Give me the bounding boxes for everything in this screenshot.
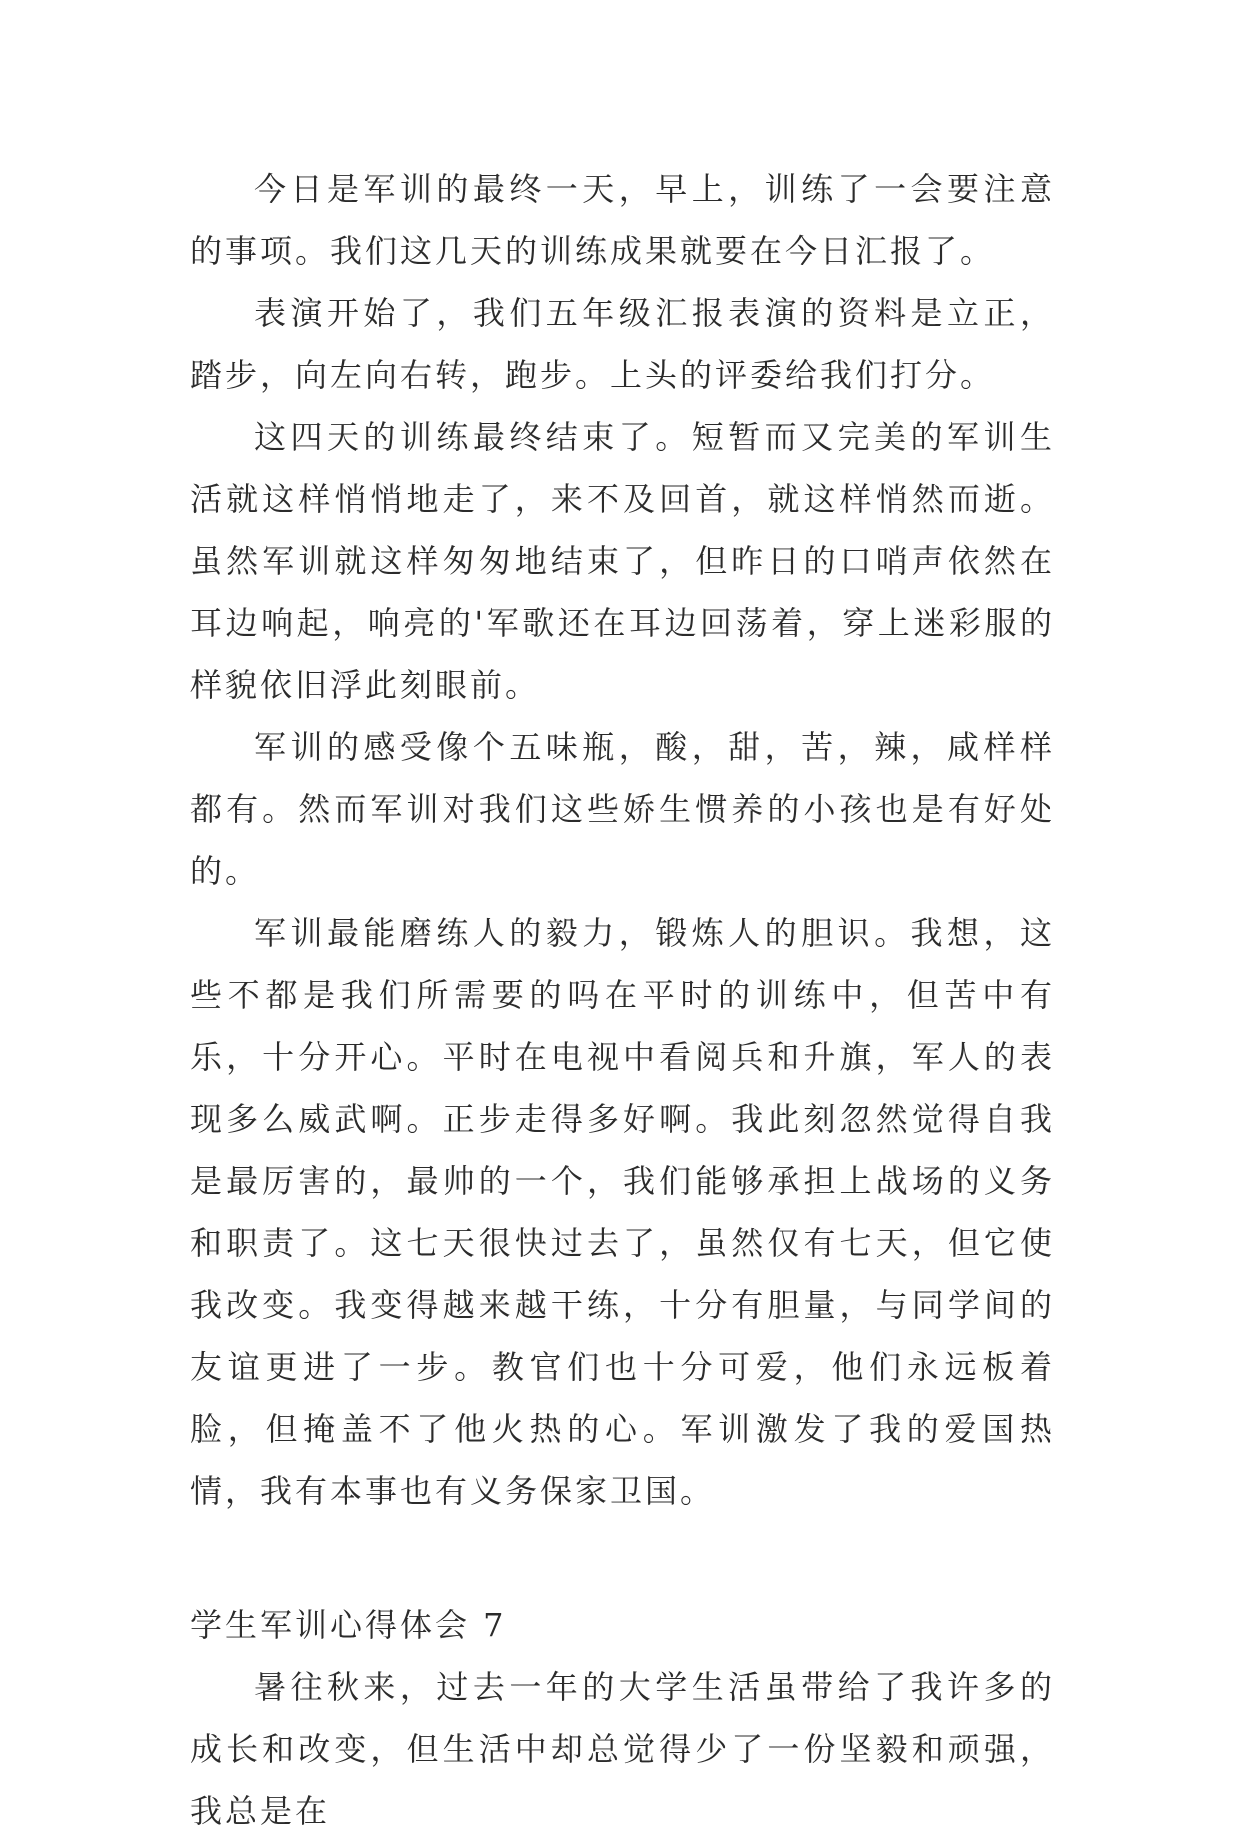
paragraph-6: 暑往秋来，过去一年的大学生活虽带给了我许多的成长和改变，但生活中却总觉得少了一份坚毅和顽强，我总是在 [190, 1668, 1055, 1830]
section-heading: 学生军训心得体会 7 [190, 1606, 507, 1644]
paragraph-3: 这四天的训练最终结束了。短暂而又完美的军训生活就这样悄悄地走了，来不及回首，就这样悄然而逝。虽然军训就这样匆匆地结束了，但昨日的口哨声依然在耳边响起，响亮的'军歌还在耳边回荡着，穿上迷彩服的样貌依旧浮此刻眼前。 [190, 418, 1055, 704]
paragraph-4: 军训的感受像个五味瓶，酸，甜，苦，辣，咸样样都有。然而军训对我们这些娇生惯养的小孩也是有好处的。 [190, 728, 1055, 890]
document-page [190, 158, 1055, 1842]
paragraph-5: 军训最能磨练人的毅力，锻炼人的胆识。我想，这些不都是我们所需要的吗在平时的训练中，但苦中有乐，十分开心。平时在电视中看阅兵和升旗，军人的表现多么威武啊。正步走得多好啊。我此刻忽然觉得自我是最厉害的，最帅的一个，我们能够承担上战场的义务和职责了。这七天很快过去了，虽然仅有七天，但它使我改变。我变得越来越干练，十分有胆量，与同学间的友谊更进了一步。教官们也十分可爱，他们永远板着脸，但掩盖不了他火热的心。军训激发了我的爱国热情，我有本事也有义务保家卫国。 [190, 914, 1055, 1510]
paragraph-2: 表演开始了，我们五年级汇报表演的资料是立正，踏步，向左向右转，跑步。上头的评委给我们打分。 [190, 294, 1055, 394]
paragraph-1: 今日是军训的最终一天，早上，训练了一会要注意的事项。我们这几天的训练成果就要在今日汇报了。 [190, 170, 1055, 270]
